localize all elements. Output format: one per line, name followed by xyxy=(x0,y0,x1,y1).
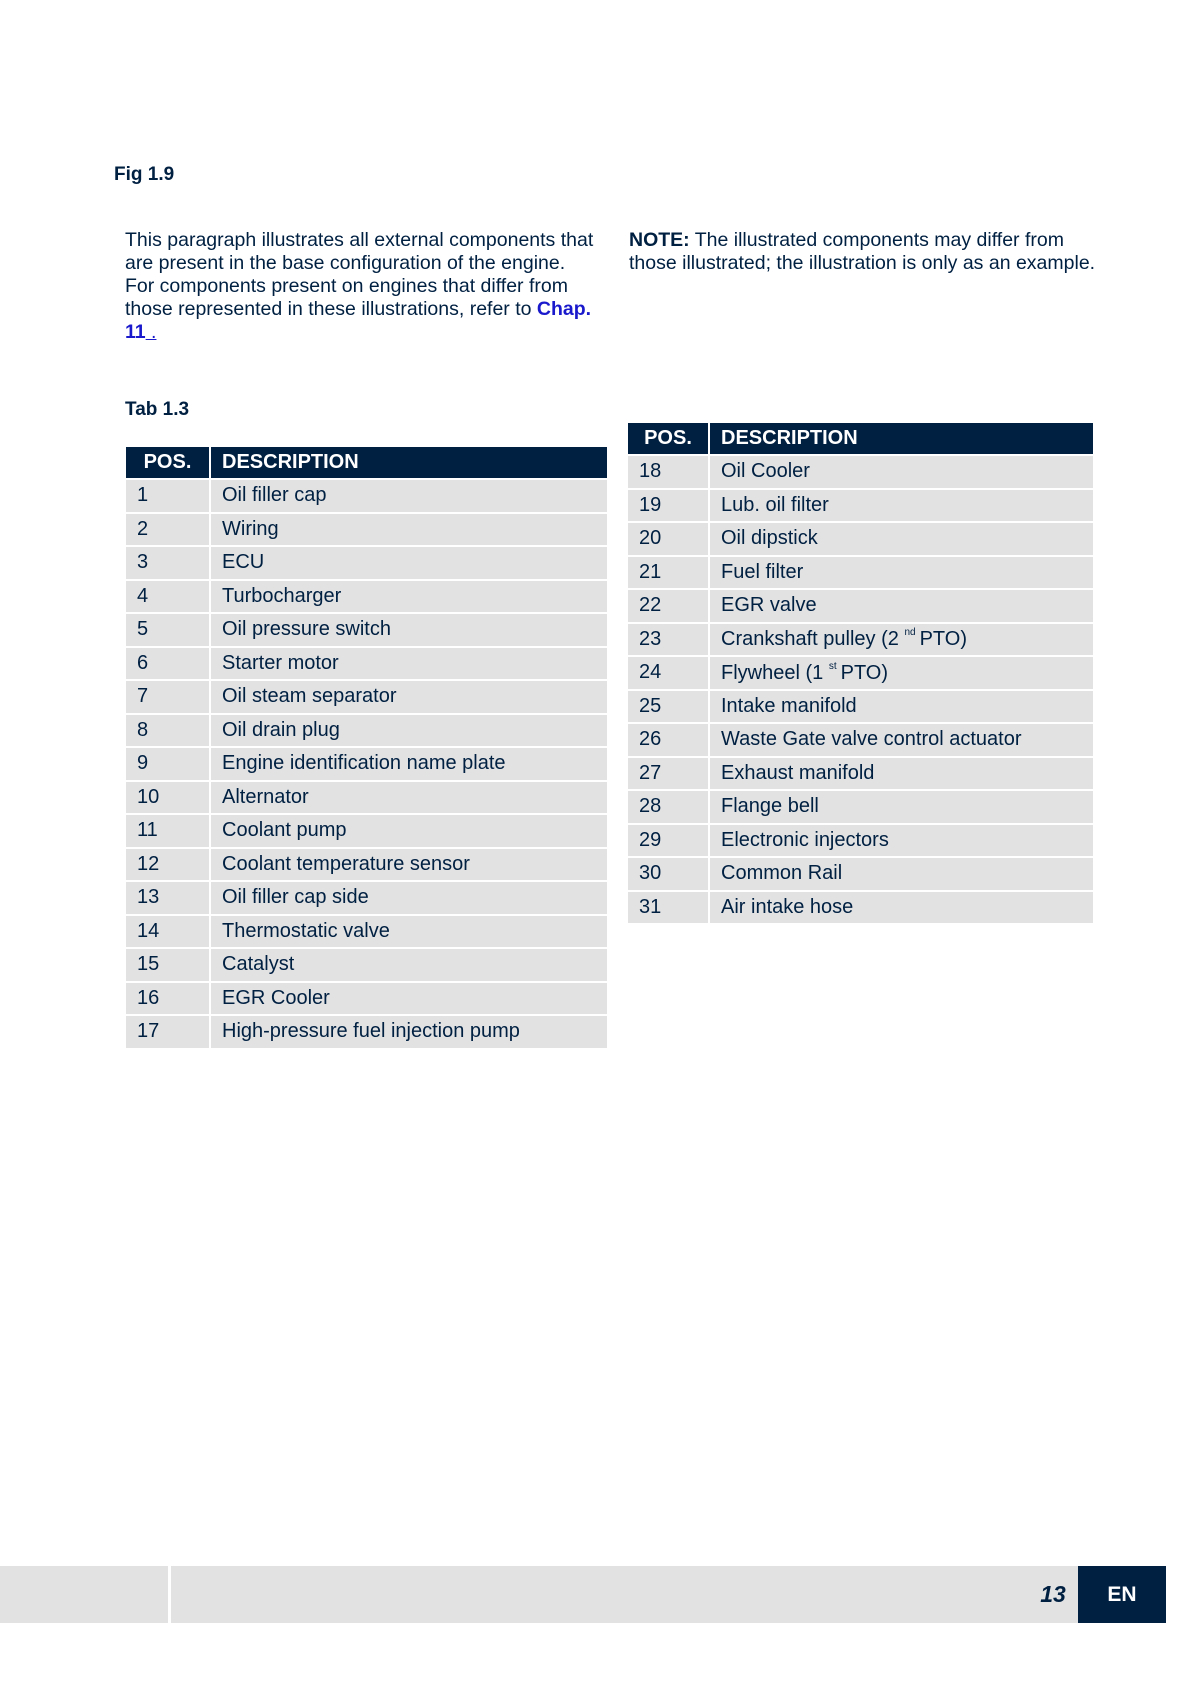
header-pos: POS. xyxy=(628,423,710,456)
row-description: Oil pressure switch xyxy=(211,614,607,648)
row-description: Oil filler cap side xyxy=(211,882,607,916)
row-pos: 12 xyxy=(126,849,211,883)
row-pos: 22 xyxy=(628,590,710,624)
intro-paragraph xyxy=(125,229,615,344)
table-body-right xyxy=(628,456,1093,925)
table-row xyxy=(628,825,1093,859)
row-description: Engine identification name plate xyxy=(211,748,607,782)
description-tail: PTO) xyxy=(840,661,889,684)
row-pos: 30 xyxy=(628,858,710,892)
row-description: ECU xyxy=(211,547,607,581)
note-paragraph xyxy=(629,229,1099,275)
header-description: DESCRIPTION xyxy=(211,447,607,480)
note-text: The illustrated components may differ from those illustrated; the illustration is only as an example. xyxy=(629,229,1096,274)
row-description: Common Rail xyxy=(710,858,1093,892)
note-label: NOTE: xyxy=(629,229,690,251)
table-row xyxy=(628,590,1093,624)
table-row xyxy=(628,758,1093,792)
table-row xyxy=(628,490,1093,524)
row-pos: 7 xyxy=(126,681,211,715)
row-description: Exhaust manifold xyxy=(710,758,1093,792)
row-description: Oil drain plug xyxy=(211,715,607,749)
row-pos: 25 xyxy=(628,691,710,725)
row-pos: 31 xyxy=(628,892,710,926)
row-description: Alternator xyxy=(211,782,607,816)
row-description xyxy=(710,624,1093,658)
footer-divider xyxy=(168,1566,171,1623)
intro-text: This paragraph illustrates all external components that are present in the base configuration of the engine. xyxy=(125,229,594,274)
row-pos: 18 xyxy=(628,456,710,490)
row-pos: 9 xyxy=(126,748,211,782)
row-description: Fuel filter xyxy=(710,557,1093,591)
table-row xyxy=(628,892,1093,926)
row-pos: 17 xyxy=(126,1016,211,1050)
row-description: Intake manifold xyxy=(710,691,1093,725)
row-pos: 6 xyxy=(126,648,211,682)
row-pos: 11 xyxy=(126,815,211,849)
row-description: Waste Gate valve control actuator xyxy=(710,724,1093,758)
table-row xyxy=(126,916,607,950)
row-pos: 28 xyxy=(628,791,710,825)
row-description: Oil steam separator xyxy=(211,681,607,715)
table-header-row xyxy=(126,447,607,480)
description-text: Crankshaft pulley (2 xyxy=(721,628,899,651)
components-table-left xyxy=(126,447,607,1050)
row-pos: 8 xyxy=(126,715,211,749)
description-tail: PTO) xyxy=(919,628,967,651)
table-row xyxy=(126,681,607,715)
row-pos: 15 xyxy=(126,949,211,983)
intro-reference xyxy=(125,275,615,344)
row-description: Oil filler cap xyxy=(211,480,607,514)
language-badge: EN xyxy=(1078,1566,1166,1623)
table-row xyxy=(126,949,607,983)
table-row xyxy=(628,858,1093,892)
row-pos: 3 xyxy=(126,547,211,581)
row-pos: 23 xyxy=(628,624,710,658)
table-row xyxy=(628,624,1093,658)
row-description: Thermostatic valve xyxy=(211,916,607,950)
row-pos: 29 xyxy=(628,825,710,859)
table-body-left xyxy=(126,480,607,1050)
table-row xyxy=(628,691,1093,725)
row-description: Air intake hose xyxy=(710,892,1093,926)
table-row xyxy=(628,456,1093,490)
table-row xyxy=(628,657,1093,691)
table-row xyxy=(126,480,607,514)
footer-bar xyxy=(0,1566,1078,1623)
page-number: 13 xyxy=(1040,1581,1066,1607)
row-pos: 10 xyxy=(126,782,211,816)
row-description: Wiring xyxy=(211,514,607,548)
table-row xyxy=(126,715,607,749)
row-description: Turbocharger xyxy=(211,581,607,615)
table-row xyxy=(126,748,607,782)
row-description xyxy=(710,657,1093,691)
row-pos: 27 xyxy=(628,758,710,792)
row-pos: 26 xyxy=(628,724,710,758)
figure-caption: Fig 1.9 xyxy=(114,164,175,185)
row-pos: 1 xyxy=(126,480,211,514)
row-description: Oil Cooler xyxy=(710,456,1093,490)
row-description: Starter motor xyxy=(211,648,607,682)
row-description: Coolant temperature sensor xyxy=(211,849,607,883)
row-pos: 21 xyxy=(628,557,710,591)
table-caption: Tab 1.3 xyxy=(125,399,190,420)
table-row xyxy=(126,1016,607,1050)
row-description: EGR Cooler xyxy=(211,983,607,1017)
table-row xyxy=(126,581,607,615)
ordinal-suffix: nd xyxy=(904,627,916,639)
row-description: EGR valve xyxy=(710,590,1093,624)
row-description: Lub. oil filter xyxy=(710,490,1093,524)
row-description: Electronic injectors xyxy=(710,825,1093,859)
table-row xyxy=(126,614,607,648)
row-pos: 24 xyxy=(628,657,710,691)
table-row xyxy=(126,648,607,682)
table-row xyxy=(628,523,1093,557)
table-row xyxy=(126,849,607,883)
row-description: Catalyst xyxy=(211,949,607,983)
table-row xyxy=(628,724,1093,758)
chapter-link[interactable]: Chap. 11 xyxy=(125,298,592,343)
intro-reference-text: For components present on engines that differ from those represented in these illustrations, refer to xyxy=(125,275,568,320)
row-pos: 14 xyxy=(126,916,211,950)
table-row xyxy=(126,882,607,916)
row-description: Coolant pump xyxy=(211,815,607,849)
row-pos: 20 xyxy=(628,523,710,557)
row-description: Flange bell xyxy=(710,791,1093,825)
row-pos: 19 xyxy=(628,490,710,524)
ordinal-suffix: st xyxy=(828,660,837,672)
table-row xyxy=(126,782,607,816)
table-row xyxy=(126,514,607,548)
table-row xyxy=(628,791,1093,825)
row-description: Oil dipstick xyxy=(710,523,1093,557)
row-pos: 2 xyxy=(126,514,211,548)
row-pos: 5 xyxy=(126,614,211,648)
table-row xyxy=(126,815,607,849)
row-pos: 4 xyxy=(126,581,211,615)
table-row xyxy=(126,983,607,1017)
header-pos: POS. xyxy=(126,447,211,480)
row-pos: 16 xyxy=(126,983,211,1017)
chapter-link-tail[interactable]: . xyxy=(145,321,157,343)
table-row xyxy=(126,547,607,581)
table-row xyxy=(628,557,1093,591)
table-header-row xyxy=(628,423,1093,456)
header-description: DESCRIPTION xyxy=(710,423,1093,456)
components-table-right xyxy=(628,423,1093,925)
row-description: High-pressure fuel injection pump xyxy=(211,1016,607,1050)
row-pos: 13 xyxy=(126,882,211,916)
description-text: Flywheel (1 xyxy=(721,661,824,684)
